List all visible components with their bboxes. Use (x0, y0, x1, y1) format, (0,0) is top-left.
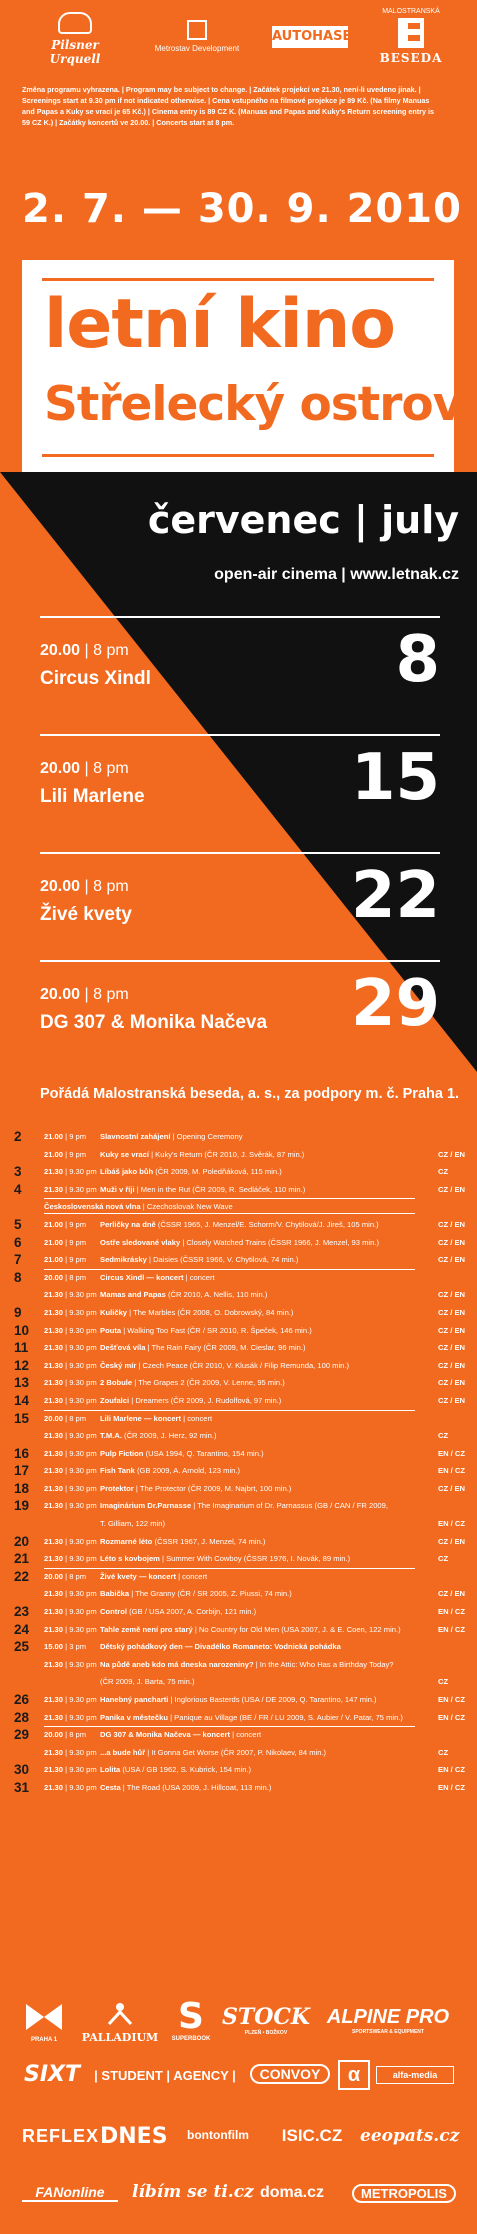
programme-language: EN / CZ (438, 1712, 466, 1722)
programme-title: Muži v říji | Men in the Rut (ČR 2009, R. Sedláček, 110 min.) (100, 1184, 306, 1194)
doma-logo: doma.cz (259, 2184, 324, 2201)
praha1-mark-icon (24, 2002, 64, 2032)
programme-time: 21.00 | 9 pm (44, 1219, 87, 1229)
programme-row (0, 1621, 477, 1639)
programme-title: Slavnostní zahájení | Opening Ceremony (100, 1132, 243, 1141)
programme-language: CZ / EN (438, 1307, 466, 1317)
programme-row (0, 1269, 477, 1287)
metrostav-logo-text: Metrostav Development (154, 44, 240, 53)
programme-title: Fish Tank (GB 2009, A. Arnold, 123 min.) (100, 1466, 240, 1476)
programme-language: CZ / EN (438, 1378, 466, 1388)
programme-language: CZ (438, 1431, 449, 1441)
fanonline-logo: FANonline (22, 2184, 118, 2202)
pilsner-crest-icon (58, 12, 92, 34)
programme-row (0, 1515, 477, 1533)
programme-row (0, 1550, 477, 1568)
eeopats-logo: eeopats.cz (360, 2126, 460, 2146)
praha1-logo: PRAHA 1 (22, 2002, 66, 2043)
programme-row (0, 1673, 477, 1691)
programme-time: 21.30 | 9.30 pm (44, 1431, 97, 1441)
alfa-media-logo: alfa-media (376, 2066, 454, 2084)
programme-day: 15 (14, 1410, 30, 1426)
programme-title: Panika v městečku | Panique au Village (BE / FR / LU 2009, S. Aubier / V. Patar, 75 min.) (100, 1712, 403, 1722)
programme-time: 21.30 | 9.30 pm (44, 1607, 97, 1617)
programme-day: 14 (14, 1392, 30, 1408)
programme-row (0, 1216, 477, 1234)
programme-day: 6 (14, 1234, 22, 1250)
programme-day: 31 (14, 1779, 30, 1795)
programme-time: 21.00 | 9 pm (44, 1132, 87, 1141)
student-agency-logo: | STUDENT | AGENCY | (94, 2068, 236, 2083)
programme-language: EN / CZ (438, 1624, 466, 1634)
programme-time: 21.30 | 9.30 pm (44, 1624, 97, 1634)
metropolis-logo: METROPOLIS (352, 2184, 456, 2203)
programme-row (0, 1286, 477, 1304)
featured-rule (40, 734, 440, 736)
page-title: letní kino (44, 285, 395, 364)
programme-time: 21.30 | 9.30 pm (44, 1325, 97, 1335)
programme-day: 18 (14, 1480, 30, 1496)
alpine-pro-logo: ALPINE PRO SPORTSWEAR & EQUIPMENT (326, 2006, 450, 2035)
programme-day: 7 (14, 1252, 22, 1268)
programme-row (0, 1392, 477, 1410)
programme-time: 21.30 | 9.30 pm (44, 1536, 97, 1546)
programme-time: 21.30 | 9.30 pm (44, 1695, 97, 1704)
programme-language: CZ / EN (438, 1149, 466, 1159)
programme-row (0, 1462, 477, 1480)
programme-language: CZ / EN (438, 1290, 466, 1300)
programme-title: Lolita (USA / GB 1962, S. Kubrick, 154 min.) (100, 1765, 252, 1775)
programme-time: 21.30 | 9.30 pm (44, 1747, 97, 1757)
programme-day: 25 (14, 1639, 30, 1655)
featured-day: 8 (395, 623, 440, 697)
programme-notice: Změna programu vyhrazena. | Program may be subject to change. | Začátek projekcí ve 21.30, není-li uvedeno jinak. | Screenings start at 9.30 pm if not indicated otherwise. | Cena vstupného na filmové projekce je 89 Kč. (Na filmy Manuas and Papas a Kuky se vrací je 65 Kč.) | Cinema entry is 89 CZ K. (Manuas and Papas and Kuky's Return screening entry is 59 CZ K.) | Začátky koncertů ve 20.00. | Concerts start at 8 pm. (22, 85, 434, 127)
programme-title: Líbáš jako bůh (ČR 2009, M. Poledňáková, 115 min.) (100, 1167, 282, 1177)
sixt-logo: SIXT (24, 2062, 80, 2087)
programme-row (0, 1761, 477, 1779)
programme-language: EN / CZ (438, 1695, 466, 1704)
programme-language: CZ (438, 1747, 449, 1757)
featured-concert (40, 734, 460, 834)
programme-language: EN / CZ (438, 1782, 466, 1792)
beseda-small-text: MALOSTRANSKÁ (382, 8, 440, 15)
programme-time: 21.30 | 9.30 pm (44, 1184, 97, 1194)
programme-row (0, 1234, 477, 1252)
programme-title: ...a bude hůř | It Gonna Get Worse (ČR 2007, P. Nikolaev, 84 min.) (100, 1747, 327, 1757)
programme-language: CZ / EN (438, 1536, 466, 1546)
programme-title: Hanebný pancharti | Inglorious Basterds (USA / DE 2009, Q. Tarantino, 147 min.) (100, 1695, 377, 1704)
programme-title: Cesta | The Road (USA 2009, J. Hillcoat, 113 min.) (100, 1782, 272, 1792)
featured-concert (40, 960, 460, 1060)
programme-day: 5 (14, 1216, 22, 1232)
programme-title: Kuličky | The Marbles (ČR 2008, O. Dobrowský, 84 min.) (100, 1307, 294, 1317)
programme-title: Živé kvety — koncert | concert (100, 1571, 208, 1581)
beseda-logo (372, 8, 450, 74)
programme-row (0, 1304, 477, 1322)
programme-row (0, 1533, 477, 1551)
programme-day: 23 (14, 1604, 30, 1620)
header-logos (0, 0, 477, 80)
page-subtitle-location: Střelecký ostrov (44, 377, 463, 432)
programme-title: Perličky na dně (ČSSR 1965, J. Menzel/E. Schorm/V. Chytilová/J. Jireš, 105 min.) (100, 1219, 379, 1229)
programme-title: Babička | The Granny (ČR / SR 2005, Z. Piussi, 74 min.) (100, 1589, 292, 1599)
programme-title: Tahle země není pro starý | No Country for Old Men (USA 2007, J. & E. Coen, 122 min.) (100, 1624, 401, 1634)
programme-row (0, 1251, 477, 1269)
programme-row (0, 1374, 477, 1392)
programme-title: Rozmarné léto (ČSSR 1967, J. Menzel, 74 min.) (100, 1536, 266, 1546)
programme-day: 2 (14, 1129, 22, 1144)
programme-time: 21.30 | 9.30 pm (44, 1395, 97, 1405)
programme-time: 15.00 | 3 pm (44, 1642, 87, 1652)
programme-time: 20.00 | 8 pm (44, 1413, 87, 1423)
programme-title: Československá nová vlna | Czechoslovak New Wave (44, 1202, 233, 1212)
programme-title: Léto s kovbojem | Summer With Cowboy (ČSSR 1976, I. Novák, 89 min.) (100, 1554, 351, 1564)
programme-time: 21.30 | 9.30 pm (44, 1765, 97, 1775)
programme-language: EN / CZ (438, 1607, 466, 1617)
programme-language: CZ (438, 1677, 449, 1687)
programme-title: T.M.A. (ČR 2009, J. Herz, 92 min.) (100, 1431, 217, 1441)
programme-day: 29 (14, 1727, 30, 1743)
programme-row (0, 1585, 477, 1603)
programme-row (0, 1357, 477, 1375)
featured-day: 22 (350, 859, 440, 933)
programme-day: 30 (14, 1762, 30, 1778)
programme-row (0, 1410, 477, 1428)
programme-time: 21.30 | 9.30 pm (44, 1167, 97, 1177)
programme-title: Sedmikrásky | Daisies (ČSSR 1966, V. Chytilová, 74 min.) (100, 1255, 299, 1265)
programme-language: EN / CZ (438, 1765, 466, 1775)
beseda-text: BESEDA (379, 51, 443, 65)
featured-name: DG 307 & Monika Načeva (40, 1012, 268, 1033)
programme-day: 3 (14, 1164, 22, 1180)
programme-day: 17 (14, 1463, 30, 1479)
programme-title: Český mír | Czech Peace (ČR 2010, V. Klusák / Filip Remunda, 100 min.) (100, 1360, 350, 1370)
programme-title: Dešťová víla | The Rain Fairy (ČR 2009, M. Cieslar, 96 min.) (100, 1343, 306, 1353)
programme-language: EN / CZ (438, 1519, 466, 1529)
programme-title: Dětský pohádkový den — Divadélko Romaneto: Vodnická pohádka (100, 1642, 341, 1652)
programme-day: 9 (14, 1304, 22, 1320)
libimseti-logo: líbím se ti.cz (132, 2182, 254, 2202)
featured-name: Circus Xindl (40, 668, 151, 689)
programme-row (0, 1163, 477, 1181)
programme-title: (ČR 2009, J. Barta, 75 min.) (100, 1677, 195, 1687)
programme-day: 11 (14, 1340, 29, 1356)
programme-row (0, 1691, 477, 1709)
featured-name: Lili Marlene (40, 786, 145, 807)
bontonfilm-logo: bontonfilm (187, 2128, 249, 2142)
programme-row (0, 1480, 477, 1498)
programme-row (0, 1603, 477, 1621)
programme-title: Zoufalci | Dreamers (ČR 2009, J. Rudolfová, 97 min.) (100, 1395, 282, 1405)
programme-time: 21.30 | 9.30 pm (44, 1466, 97, 1476)
programme-language: CZ / EN (438, 1589, 466, 1599)
featured-day: 29 (350, 967, 440, 1041)
programme-row (0, 1181, 477, 1199)
programme-day: 19 (14, 1498, 30, 1514)
featured-name: Živé kvety (40, 904, 132, 925)
programme-language: CZ / EN (438, 1237, 466, 1247)
programme-day: 12 (14, 1357, 30, 1373)
autohase-logo: AUTOHASE (272, 26, 348, 48)
organizer-note: Pořádá Malostranská beseda, a. s., za podpory m. č. Praha 1. (40, 1086, 460, 1102)
programme-language: CZ (438, 1167, 449, 1177)
programme-day: 4 (14, 1181, 22, 1197)
programme-time: 21.30 | 9.30 pm (44, 1782, 97, 1792)
programme-language: EN / CZ (438, 1466, 466, 1476)
programme-time: 21.30 | 9.30 pm (44, 1378, 97, 1388)
superbook-logo: S SUPERBOOK (171, 1996, 211, 2042)
programme-row (0, 1779, 477, 1797)
programme-row (0, 1744, 477, 1762)
programme-title: Imaginárium Dr.Parnasse | The Imaginarium of Dr. Parnassus (GB / CAN / FR 2009, (100, 1501, 388, 1511)
alfa-media-mark: α (338, 2060, 370, 2090)
programme-row (0, 1638, 477, 1656)
programme-language: CZ / EN (438, 1360, 466, 1370)
programme-day: 26 (14, 1692, 30, 1707)
featured-time: 20.00 | 8 pm (40, 760, 129, 777)
programme-language: CZ / EN (438, 1325, 466, 1335)
featured-time: 20.00 | 8 pm (40, 986, 129, 1003)
programme-day: 10 (14, 1322, 30, 1338)
programme-list (0, 1128, 477, 1797)
programme-title: Kuky se vrací | Kuky's Return (ČR 2010, J. Svěrák, 87 min.) (100, 1149, 305, 1159)
programme-row (0, 1128, 477, 1146)
programme-title: Lili Marlene — koncert | concert (100, 1413, 213, 1423)
programme-day: 24 (14, 1621, 30, 1637)
programme-day: 21 (14, 1551, 30, 1567)
featured-time: 20.00 | 8 pm (40, 642, 129, 659)
programme-time: 21.30 | 9.30 pm (44, 1343, 97, 1353)
stock-logo: STOCK PLZEŇ • BOŽKOV (222, 2004, 311, 2036)
programme-day: 16 (14, 1445, 30, 1461)
programme-time: 21.30 | 9.30 pm (44, 1307, 97, 1317)
programme-title: Pouta | Walking Too Fast (ČR / SR 2010, R. Špeček, 146 min.) (100, 1325, 312, 1335)
programme-title: Pulp Fiction (USA 1994, Q. Tarantino, 154 min.) (100, 1448, 264, 1458)
programme-day: 20 (14, 1533, 30, 1549)
programme-language: CZ / EN (438, 1483, 466, 1493)
programme-time: 21.30 | 9.30 pm (44, 1483, 97, 1493)
programme-time: 21.30 | 9.30 pm (44, 1659, 97, 1669)
programme-title: Ostře sledované vlaky | Closely Watched Trains (ČSSR 1966, J. Menzel, 93 min.) (100, 1237, 379, 1247)
featured-rule (40, 960, 440, 962)
programme-day: 8 (14, 1269, 22, 1285)
isic-logo: ISIC.CZ (281, 2126, 343, 2145)
metrostav-square-icon (187, 20, 207, 40)
programme-time: 21.00 | 9 pm (44, 1255, 87, 1265)
programme-language: CZ / EN (438, 1184, 466, 1194)
sponsor-logos (0, 1998, 477, 2228)
programme-day: 22 (14, 1568, 30, 1584)
featured-time: 20.00 | 8 pm (40, 878, 129, 895)
pilsner-logo-text: Pilsner Urquell (49, 38, 101, 66)
title-box (22, 260, 463, 472)
featured-concert (40, 852, 460, 952)
dnes-logo: DNES (100, 2124, 168, 2149)
programme-title: Circus Xindl — koncert | concert (100, 1272, 215, 1282)
convoy-logo: CONVOY (250, 2064, 330, 2084)
programme-row (0, 1726, 477, 1744)
programme-time: 21.00 | 9 pm (44, 1149, 87, 1159)
programme-time: 21.30 | 9.30 pm (44, 1448, 97, 1458)
programme-row (0, 1497, 477, 1515)
programme-row (0, 1322, 477, 1340)
programme-language: EN / CZ (438, 1448, 466, 1458)
featured-rule (40, 616, 440, 618)
programme-time: 21.30 | 9.30 pm (44, 1501, 97, 1511)
reflex-logo: REFLEX (22, 2126, 100, 2146)
featured-rule (40, 852, 440, 854)
date-range: 2. 7. — 30. 9. 2010 (22, 186, 462, 232)
programme-day: 28 (14, 1709, 30, 1725)
programme-time: 20.00 | 8 pm (44, 1571, 87, 1581)
featured-concert (40, 616, 460, 716)
programme-row (0, 1568, 477, 1586)
programme-time: 21.30 | 9.30 pm (44, 1589, 97, 1599)
programme-time: 21.30 | 9.30 pm (44, 1554, 97, 1564)
programme-time: 21.00 | 9 pm (44, 1237, 87, 1247)
programme-title: Protektor | The Protector (ČR 2009, M. Najbrt, 100 min.) (100, 1483, 292, 1493)
programme-title: Mamas and Papas (ČR 2010, A. Nellis, 110 min.) (100, 1290, 268, 1300)
programme-language: CZ / EN (438, 1395, 466, 1405)
title-rule-top (42, 278, 434, 281)
programme-title: DG 307 & Monika Načeva — koncert | concert (100, 1730, 262, 1740)
programme-time: 20.00 | 8 pm (44, 1730, 87, 1740)
programme-row (0, 1339, 477, 1357)
programme-row (0, 1146, 477, 1164)
metrostav-logo (148, 20, 246, 60)
programme-row (0, 1709, 477, 1727)
palladium-figure-icon (105, 2002, 135, 2026)
programme-day: 13 (14, 1375, 30, 1391)
cinema-subtitle: open-air cinema | www.letnak.cz (214, 566, 459, 583)
programme-language: CZ / EN (438, 1255, 466, 1265)
programme-language: CZ / EN (438, 1219, 466, 1229)
month-heading: červenec | july (147, 498, 459, 542)
programme-row (0, 1445, 477, 1463)
programme-title: Na půdě aneb kdo má dneska narozeniny? | In the Attic: Who Has a Birthday Today? (100, 1659, 394, 1669)
programme-language: CZ (438, 1554, 449, 1564)
programme-row (0, 1656, 477, 1674)
palladium-logo: PALLADIUM (78, 2002, 162, 2044)
programme-time: 21.30 | 9.30 pm (44, 1290, 97, 1300)
programme-section-heading (0, 1198, 477, 1216)
programme-time: 21.30 | 9.30 pm (44, 1360, 97, 1370)
programme-title: Control (GB / USA 2007, A. Corbijn, 121 min.) (100, 1607, 257, 1617)
programme-time: 21.30 | 9.30 pm (44, 1712, 97, 1722)
programme-time: 20.00 | 8 pm (44, 1272, 87, 1282)
title-rule-bottom (42, 454, 434, 457)
beseda-block-icon (398, 18, 424, 48)
featured-day: 15 (350, 741, 440, 815)
programme-title: 2 Bobule | The Grapes 2 (ČR 2009, V. Lenne, 95 min.) (100, 1378, 285, 1388)
programme-language: CZ / EN (438, 1343, 466, 1353)
programme-row (0, 1427, 477, 1445)
programme-title: T. Gilliam, 122 min) (100, 1519, 165, 1529)
pilsner-urquell-logo (40, 12, 110, 66)
